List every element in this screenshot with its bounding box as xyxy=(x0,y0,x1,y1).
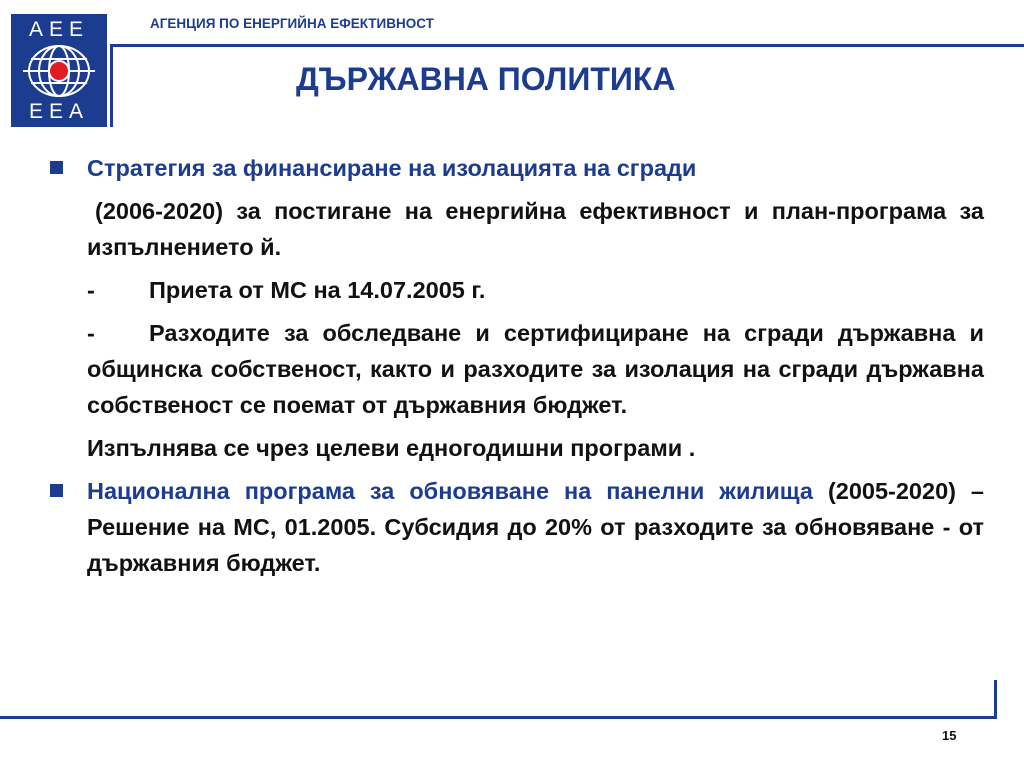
bullet-square-icon xyxy=(50,484,63,497)
strategy-description xyxy=(50,193,984,265)
bullet-heading: Национална програма за обновяване на панелни жилища xyxy=(87,478,813,504)
slide-content xyxy=(50,150,984,581)
dash-marker: - xyxy=(87,277,95,303)
dash-text: Разходите за обследване и сертифициране на сгради държавна и общинска собственост, както и разходите за изолация на сгради държавна собственост се поемат от държавния бюджет. xyxy=(87,320,984,418)
dash-marker: - xyxy=(87,320,95,346)
header-vertical-divider xyxy=(110,44,113,127)
logo-text-bottom: EEA xyxy=(28,100,90,123)
bullet-square-icon xyxy=(50,161,63,174)
slide-title: ДЪРЖАВНА ПОЛИТИКА xyxy=(296,61,676,97)
bullet-text: (2005-2020) – Решение на МС, 01.2005. Субсидия до 20% от разходите за обновяване - от държавния бюджет. xyxy=(87,478,984,576)
agency-logo xyxy=(11,14,107,127)
bullet-item-panel-housing xyxy=(50,473,984,581)
bullet-item-strategy xyxy=(50,150,984,186)
agency-name: АГЕНЦИЯ ПО ЕНЕРГИЙНА ЕФЕКТИВНОСТ xyxy=(150,16,434,31)
dash-item xyxy=(50,315,984,423)
dash-item xyxy=(50,272,984,308)
footer-divider xyxy=(0,716,997,719)
page-number: 15 xyxy=(942,728,957,743)
footer-vertical-divider xyxy=(994,680,997,719)
dash-text: Приета от МС на 14.07.2005 г. xyxy=(149,277,486,303)
program-note: Изпълнява се чрез целеви едногодишни програми . xyxy=(87,435,696,461)
strategy-text: (2006-2020) за постигане на енергийна ефективност и план-програма за изпълнението й. xyxy=(87,198,984,260)
logo-emblem-icon xyxy=(21,43,97,99)
bullet-heading: Стратегия за финансиране на изолацията на сгради xyxy=(87,155,697,181)
header-divider xyxy=(111,44,1024,47)
logo-text-top: AEE xyxy=(28,18,90,41)
